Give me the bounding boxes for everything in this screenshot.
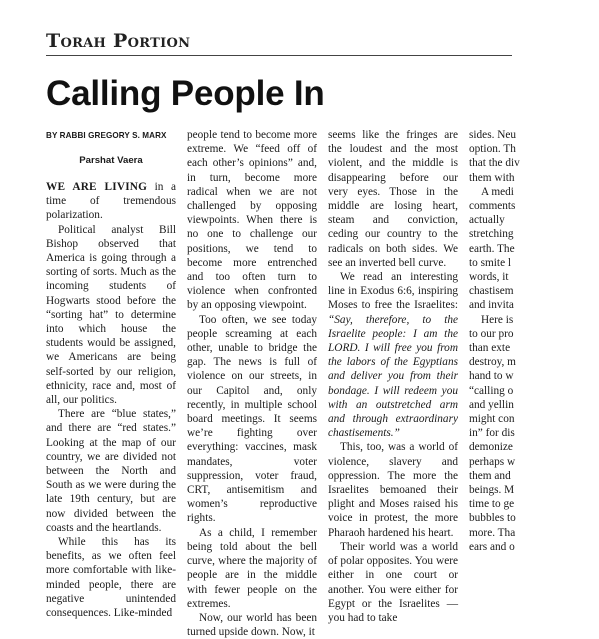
- text-line: than exte: [469, 342, 511, 355]
- text-line: beings. M: [469, 484, 515, 497]
- scripture-quote: “Say, therefore, to the Israelite people: I am the LORD. I will free you from the labors of the Egyptians and deliver you from their bondage. I will redeem you with an outstretched arm and through extraordinary chastisements.”: [328, 313, 458, 440]
- article-title: Calling People In: [46, 74, 325, 113]
- text-line: words, it: [469, 271, 509, 284]
- text-line: ears and o: [469, 540, 515, 553]
- paragraph: There are “blue states,” and there are “red states.” Looking at the map of our country, we are divided not between the North and South as we were during the late 19th century, but are now divided between the coasts and the heartlands.: [46, 408, 176, 534]
- paragraph: Now, our world has been turned upside down. Now, it: [187, 611, 317, 639]
- article-column-4-cropped: [469, 128, 599, 553]
- text-line: more. Tha: [469, 526, 516, 539]
- text-line: comments: [469, 200, 516, 213]
- text-line: actually: [469, 214, 505, 227]
- article-column-3: [328, 128, 458, 624]
- text-line: destroy, m: [469, 356, 516, 369]
- paragraph: Their world was a world of polar opposites. You were either in one court or another. You were either for Egypt or the Israelites — you had to take: [328, 540, 458, 624]
- section-heading: Torah Portion: [46, 30, 191, 52]
- text-line: to smite l: [469, 256, 512, 269]
- text-line: them and: [469, 469, 511, 482]
- paragraph: seems like the fringes are the loudest and the most violent, and the middle is disappearing before our very eyes. Those in the middle are losing heart, steam and conviction, ceding our country to the radicals on both sides. We see an inverted bell curve.: [328, 129, 458, 269]
- text-line: stretching: [469, 228, 514, 241]
- text-line: to our pro: [469, 327, 514, 340]
- text-line: time to ge: [469, 498, 515, 511]
- text-line: A medi: [481, 185, 514, 198]
- text-line: earth. The: [469, 242, 515, 255]
- text-line: and invita: [469, 299, 514, 312]
- text-line: hand to w: [469, 370, 514, 383]
- paragraph-text: in a time of tremendous polarization.: [46, 181, 176, 222]
- section-rule: [46, 55, 512, 56]
- parsha-name: Parshat Vaera: [79, 155, 143, 166]
- text-line: in” for dis: [469, 427, 515, 440]
- paragraph: As a child, I remember being told about the bell curve, where the majority of people are in the middle with fewer people on the extremes.: [187, 526, 317, 610]
- paragraph: [46, 180, 176, 223]
- text-line: bubbles to: [469, 512, 516, 525]
- text-line: Here is: [481, 313, 514, 326]
- article-column-1: [46, 128, 176, 620]
- text-line: option. Th: [469, 143, 516, 156]
- text-line: that the div: [469, 157, 520, 170]
- paragraph: [328, 270, 458, 440]
- text-line: sides. Neu: [469, 129, 517, 141]
- paragraph-text: We read an interesting line in Exodus 6:6, inspiring Moses to free the Israelites:: [328, 271, 458, 312]
- paragraph: This, too, was a world of violence, slavery and oppression. The more the Israelites bemoaned their plight and Moses raised his voice in protest, the more Pharaoh hardened his heart.: [328, 441, 458, 539]
- byline: BY RABBI GREGORY S. MARX: [46, 131, 167, 140]
- text-line: them with: [469, 171, 515, 184]
- article-column-2: [187, 128, 317, 639]
- paragraph: people tend to become more extreme. We “feed off of each other’s opinions” and, in turn, become more radical when we are not challenged by opposing viewpoints. When there is no one to challenge our positions, we tend to become more entrenched and too often turn to violence when confronted by an opposing viewpoint.: [187, 129, 317, 312]
- paragraph: Political analyst Bill Bishop observed that America is going through a sorting of sorts. Much as the incoming students of Hogwarts stood before the “sorting hat” to determine into which house the students would be assigned, we Americans are being self-sorted by our religion, ethnicity, race and, most of all, our politics.: [46, 223, 176, 407]
- text-line: perhaps w: [469, 455, 516, 468]
- lead-in: WE ARE LIVING: [46, 181, 148, 193]
- text-line: demonize: [469, 441, 513, 454]
- text-line: and yellin: [469, 398, 514, 411]
- paragraph: While this has its benefits, as we often feel more comfortable with like-minded people, there are negative unintended consequences. Like-minded: [46, 536, 176, 620]
- text-line: might con: [469, 413, 515, 426]
- text-line: chastisem: [469, 285, 514, 298]
- paragraph: Too often, we see today people screaming at each other, unable to bridge the gap. The news is full of violence on our streets, in our Capitol and, only recently, in multiple school board meetings. It seems we’re fighting over everything: vaccines, mask mandates, voter suppression, voter fraud, CRT, antisemitism and women’s reproductive rights.: [187, 313, 317, 525]
- text-line: “calling o: [469, 384, 514, 397]
